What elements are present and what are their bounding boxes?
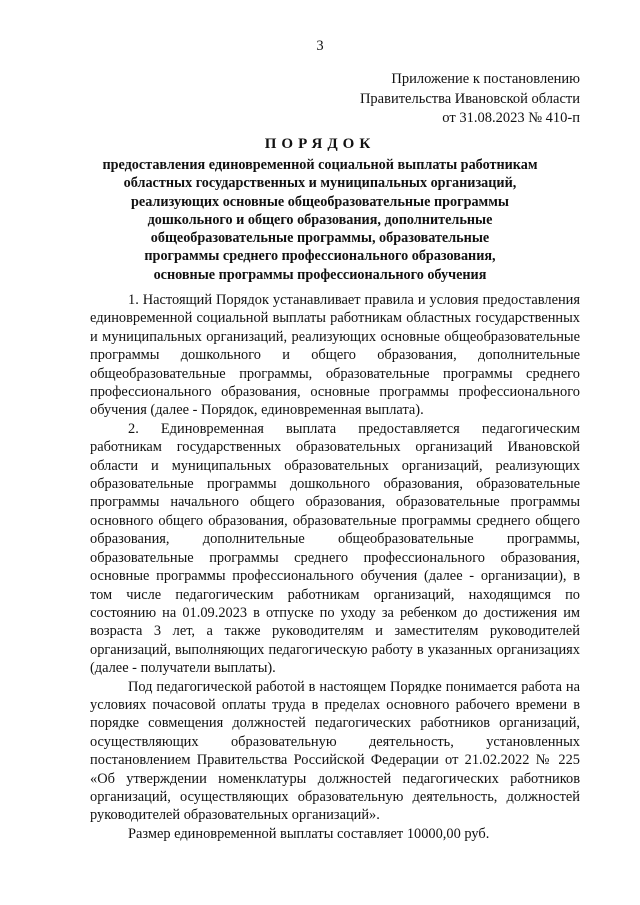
subtitle-line: дошкольного и общего образования, дополнительные	[147, 211, 493, 228]
appendix-header	[280, 70, 580, 129]
subtitle-line: реализующих основные общеобразовательные программы	[131, 193, 509, 210]
document-subtitle	[60, 156, 580, 284]
paragraph-3: Под педагогической работой в настоящем Порядке понимается работа на условиях почасовой оплаты труда в пределах основного рабочего времени в порядке совмещения должностей педагогических работников организаций, осуществляющих образовательную деятельность, установленных постановлением Правительства Российской Федерации от 21.02.2022 № 225 «Об утверждении номенклатуры должностей педагогических работников организаций, осуществляющих образовательную деятельность, должностей руководителей образовательных организаций».	[90, 678, 580, 824]
appendix-line: от 31.08.2023 № 410-п	[442, 110, 580, 126]
paragraph-1: 1. Настоящий Порядок устанавливает правила и условия предоставления единовременной социальной выплаты работникам областных государственных и муниципальных организаций, реализующих основные общеобразовательные программы дошкольного и общего образования, дополнительные общеобразовательные программы, образовательные программы среднего профессионального образования, основные программы профессионального обучения (далее - Порядок, единовременная выплата).	[90, 292, 580, 419]
subtitle-line: программы среднего профессионального образования,	[144, 248, 496, 265]
subtitle-line: общеобразовательные программы, образовательные	[150, 230, 490, 247]
appendix-line: Приложение к постановлению	[391, 71, 580, 87]
subtitle-line: основные программы профессионального обучения	[153, 266, 487, 283]
page-number: 3	[316, 38, 324, 54]
paragraph-2: 2. Единовременная выплата предоставляется педагогическим работникам государственных образовательных организаций Ивановской области и муниципальных образовательных организаций, реализующих образовательные программы дошкольного образования, образовательные программы начального общего образования, образовательные программы основного общего образования, образовательные программы среднего общего образования, дополнительные общеобразовательные программы, образовательные программы среднего профессионального образования, основные программы профессионального обучения (далее - организации), в том числе педагогическим работникам организаций, находящимся по состоянию на 01.09.2023 в отпуске по уходу за ребенком до достижения им возраста 3 лет, а также руководителям и заместителям руководителей организаций, выполняющих педагогическую работу в указанных организациях (далее - получатели выплаты).	[90, 420, 580, 677]
subtitle-line: областных государственных и муниципальных организаций,	[123, 175, 517, 192]
paragraph-4: Размер единовременной выплаты составляет 10000,00 руб.	[128, 825, 490, 842]
subtitle-line: предоставления единовременной социальной выплаты работникам	[102, 157, 538, 173]
document-title: ПОРЯДОК	[264, 136, 376, 152]
appendix-line: Правительства Ивановской области	[359, 90, 580, 107]
document-body	[90, 291, 580, 843]
